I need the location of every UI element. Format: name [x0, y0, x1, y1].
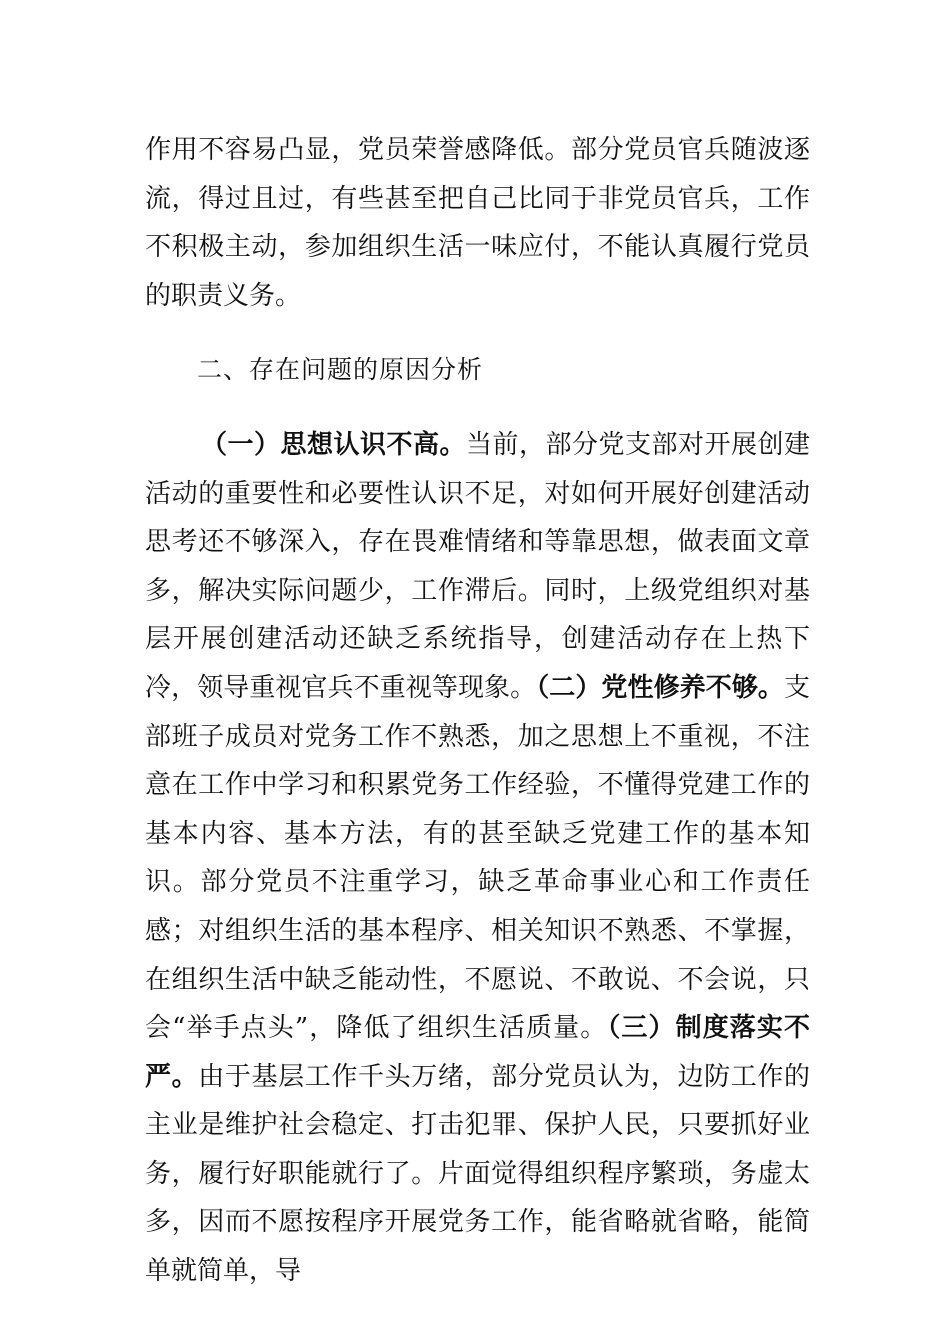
document-page [145, 126, 810, 1296]
subheading-system: （三）制度落实不严。 [145, 1013, 810, 1092]
text-party-spirit: 支部班子成员对党务工作不熟悉，加之思想上不重视，不注意在工作中学习和积累党务工作经验，不懂得党建工作的基本内容、基本方法，有的甚至缺乏党建工作的基本知识。部分党员不注重学习，缺乏革命事业心和工作责任感；对组织生活的基本程序、相关知识不熟悉、不掌握，在组织生活中缺乏能动性，不愿说、不敢说、不会说，只会“举手点头”，降低了组织生活质量。 [145, 672, 810, 1044]
text-thinking: 当前，部分党支部对开展创建活动的重要性和必要性认识不足，对如何开展好创建活动思考还不够深入，存在畏难情绪和等靠思想，做表面文章多，解决实际问题少，工作滞后。同时，上级党组织对基层开展创建活动还缺乏系统指导，创建活动存在上热下冷，领导重视官兵不重视等现象。 [145, 429, 810, 703]
section-heading: 二、存在问题的原因分析 [197, 355, 484, 385]
text-system: 由于基层工作千头万绪，部分党员认为，边防工作的主业是维护社会稳定、打击犯罪、保护人民，只要抓好业务，履行好职能就行了。片面觉得组织程序繁琐，务虚太多，因而不愿按程序开展党务工作，能省略就省略，能简单就简单，导 [145, 1061, 810, 1287]
paragraph-continuation: 作用不容易凸显，党员荣誉感降低。部分党员官兵随波逐流，得过且过，有些甚至把自己比同于非党员官兵，工作不积极主动，参加组织生活一味应付，不能认真履行党员的职责义务。 [145, 135, 810, 311]
paragraph-cause-analysis [145, 421, 810, 1296]
subheading-thinking: （一）思想认识不高。 [201, 429, 466, 460]
subheading-party-spirit: （二）党性修养不够。 [536, 672, 784, 703]
